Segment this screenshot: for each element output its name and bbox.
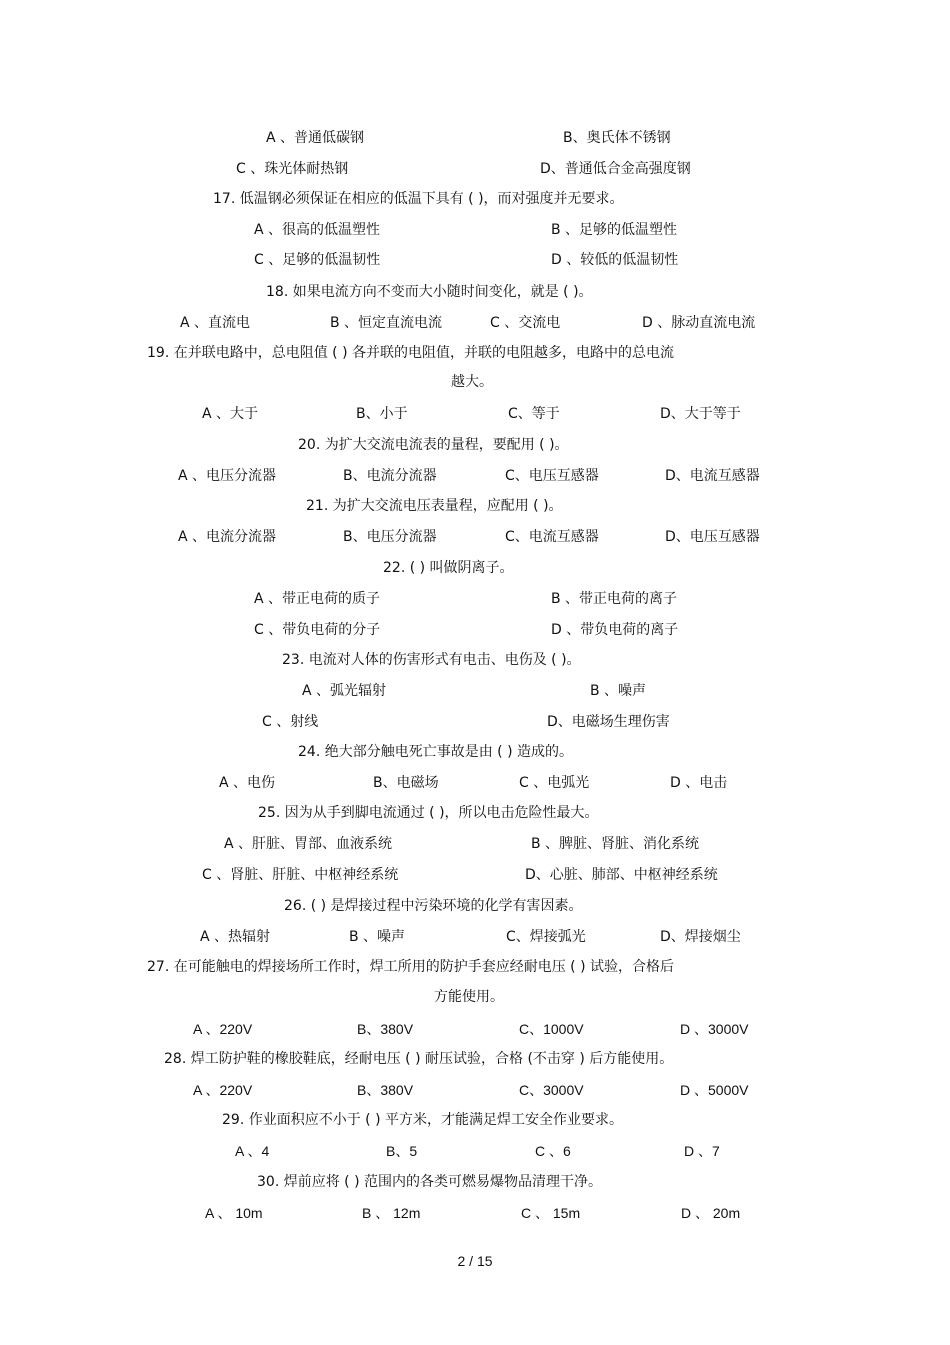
option-text: C、等于 [508,406,560,422]
question-text: 25. 因为从手到脚电流通过 ( )，所以电击危险性最大。 [258,805,599,821]
option-text: D、大于等于 [660,406,741,422]
option-text: B 、 12m [362,1205,421,1221]
option-text: A 、220V [193,1021,253,1037]
option-text: D、电磁场生理伤害 [547,714,670,730]
option-text: A 、热辐射 [200,929,271,945]
question-text-continued: 方能使用。 [434,989,504,1005]
option-text: C 、带负电荷的分子 [254,622,381,638]
option-text: A 、电伤 [219,775,276,791]
option-text: C 、6 [535,1143,571,1159]
page-number: 2 / 15 [457,1253,493,1269]
option-text: B、电磁场 [373,775,439,791]
option-text: A 、带正电荷的质子 [254,591,381,607]
question-text: 28. 焊工防护鞋的橡胶鞋底，经耐电压 ( ) 耐压试验，合格 (不击穿 ) 后方能使用。 [164,1051,674,1067]
option-text: A 、220V [193,1082,253,1098]
question-text: 30. 焊前应将 ( ) 范围内的各类可燃易爆物品清理干净。 [257,1174,602,1190]
option-text: A 、普通低碳钢 [266,130,365,146]
option-text: B 、恒定直流电流 [330,315,443,331]
question-text: 21. 为扩大交流电压表量程，应配用 ( )。 [306,498,563,514]
option-text: B 、足够的低温塑性 [551,222,678,238]
option-text: A 、弧光辐射 [302,683,387,699]
question-text: 24. 绝大部分触电死亡事故是由 ( ) 造成的。 [298,744,573,760]
option-text: C 、交流电 [490,315,561,331]
option-text: C 、电弧光 [519,775,590,791]
question-text: 29. 作业面积应不小于 ( ) 平方米，才能满足焊工安全作业要求。 [222,1112,623,1128]
option-text: C、3000V [519,1082,584,1098]
option-text: D、电流互感器 [665,468,760,484]
question-text: 22. ( ) 叫做阴离子。 [383,560,514,576]
option-text: D 、7 [684,1143,720,1159]
option-text: B 、噪声 [590,683,647,699]
option-text: B 、带正电荷的离子 [551,591,678,607]
option-text: C 、射线 [262,714,319,730]
option-text: A 、直流电 [180,315,251,331]
option-text: B、奥氏体不锈钢 [563,130,671,146]
option-text: B、小于 [356,406,408,422]
option-text: C、1000V [519,1021,584,1037]
option-text: B、电流分流器 [343,468,437,484]
question-text: 19. 在并联电路中，总电阻值 ( ) 各并联的电阻值，并联的电阻越多，电路中的总电流 [147,345,674,361]
question-text: 17. 低温钢必须保证在相应的低温下具有 ( )，而对强度并无要求。 [213,191,624,207]
option-text: D 、脉动直流电流 [642,315,756,331]
option-text: B、电压分流器 [343,529,437,545]
option-text: D 、 20m [681,1205,741,1221]
option-text: D 、3000V [680,1021,749,1037]
option-text: C、电流互感器 [505,529,599,545]
question-text: 27. 在可能触电的焊接场所工作时，焊工所用的防护手套应经耐电压 ( ) 试验，合格后 [147,959,674,975]
question-text: 26. ( ) 是焊接过程中污染环境的化学有害因素。 [284,898,583,914]
option-text: A 、肝脏、胃部、血液系统 [224,836,393,852]
question-text: 18. 如果电流方向不变而大小随时间变化，就是 ( )。 [266,284,593,300]
option-text: A 、4 [235,1143,270,1159]
option-text: B 、脾脏、肾脏、消化系统 [531,836,700,852]
option-text: B、5 [386,1143,418,1159]
option-text: A 、很高的低温塑性 [254,222,381,238]
option-text: D 、5000V [680,1082,749,1098]
option-text: C、电压互感器 [505,468,599,484]
option-text: D 、电击 [670,775,728,791]
option-text: B 、噪声 [349,929,406,945]
option-text: D、心脏、肺部、中枢神经系统 [525,867,718,883]
option-text: D、电压互感器 [665,529,760,545]
option-text: C 、肾脏、肝脏、中枢神经系统 [202,867,399,883]
question-text: 20. 为扩大交流电流表的量程，要配用 ( )。 [298,437,569,453]
option-text: C 、珠光体耐热钢 [236,161,349,177]
option-text: A 、大于 [202,406,259,422]
option-text: D、普通低合金高强度钢 [540,161,691,177]
option-text: A 、电流分流器 [178,529,277,545]
option-text: D 、较低的低温韧性 [551,252,679,268]
option-text: C 、 15m [521,1205,581,1221]
option-text: B、380V [357,1021,414,1037]
option-text: D、焊接烟尘 [660,929,741,945]
option-text: C、焊接弧光 [506,929,586,945]
option-text: A 、 10m [205,1205,263,1221]
question-text: 23. 电流对人体的伤害形式有电击、电伤及 ( )。 [282,652,581,668]
question-text-continued: 越大。 [451,374,493,390]
option-text: C 、足够的低温韧性 [254,252,381,268]
option-text: A 、电压分流器 [178,468,277,484]
option-text: D 、带负电荷的离子 [551,622,679,638]
option-text: B、380V [357,1082,414,1098]
